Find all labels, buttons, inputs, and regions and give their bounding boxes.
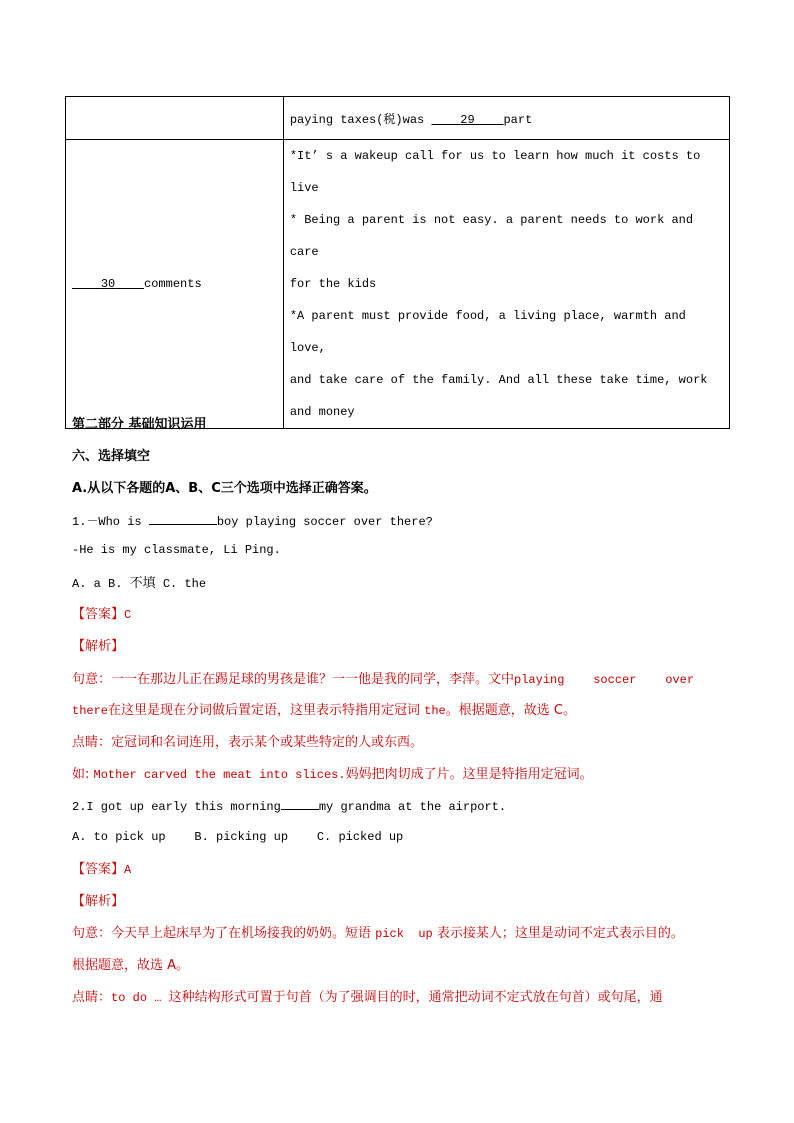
- comment-line: *A parent must provide food, a living place, warmth and love,: [289, 309, 686, 355]
- part2-title: 第二部分 基础知识运用: [72, 417, 207, 432]
- q2-explain-1: 句意：今天早上起床早为了在机场接我的奶奶。短语 pick up 表示接某人；这里是动词不定式表示目的。: [72, 926, 684, 941]
- comment-line: * Being a parent is not easy. a parent needs to work and care: [289, 213, 694, 259]
- q1-tip: 点睛：定冠词和名词连用，表示某个或某些特定的人或东西。: [72, 735, 424, 750]
- q1-answer: 【答案】C: [72, 607, 132, 622]
- q1-explain-1: 句意：一一在那边儿正在踢足球的男孩是谁？一一他是我的同学，李萍。文中playing soccer over: [72, 672, 695, 687]
- q2-tip: 点睛：to do … 这种结构形式可置于句首（为了强调目的时，通常把动词不定式放在句首）或句尾，通: [72, 990, 663, 1005]
- comment-line: for the kids: [289, 277, 377, 291]
- table-cell-empty: [66, 97, 284, 140]
- comments-text: comments: [144, 277, 202, 291]
- q2-blank: [281, 797, 319, 810]
- q2-options: A. to pick up B. picking up C. picked up: [72, 830, 404, 844]
- section6-title: 六、选择填空: [72, 449, 151, 464]
- table-cell-comments: [66, 140, 284, 429]
- q1-analysis-label: 【解析】: [72, 639, 125, 654]
- q1-example: 如: Mother carved the meat into slices.妈妈把肉切成了片。这里是特指用定冠词。: [72, 767, 593, 782]
- table-row: [66, 97, 730, 140]
- info-table: [65, 96, 730, 429]
- comment-line: and take care of the family. And all these take time, work: [289, 373, 708, 387]
- sectionA-title: A.从以下各题的A、B、C三个选项中选择正确答案。: [72, 481, 377, 496]
- q1-explain-2: there在这里是现在分词做后置定语，这里表示特指用定冠词 the。根据题意，故选 C。: [72, 703, 576, 718]
- blank-30: 30: [100, 277, 116, 291]
- table-row: [66, 140, 730, 429]
- table-cell-comment-list: [283, 140, 729, 429]
- q1-question: 1.－Who is boy playing soccer over there?: [72, 512, 433, 529]
- q1-blank: [149, 512, 217, 525]
- q1-reply: -He is my classmate, Li Ping.: [72, 543, 281, 557]
- part-text: part: [503, 112, 533, 127]
- q1-options: A. a B. 不填 C. the: [72, 576, 207, 591]
- q2-explain-2: 根据题意，故选 A。: [72, 958, 190, 973]
- comment-line: and money: [289, 405, 355, 419]
- table-cell-taxes: [283, 97, 729, 140]
- blank-29: 29: [460, 112, 475, 127]
- taxes-text: paying taxes(税)was: [289, 112, 432, 127]
- q2-question: 2.I got up early this morning my grandma at the airport.: [72, 797, 506, 814]
- comment-line: *It’ s a wakeup call for us to learn how much it costs to: [289, 149, 701, 163]
- q2-analysis-label: 【解析】: [72, 894, 125, 909]
- comment-line: live: [289, 181, 319, 195]
- q2-answer: 【答案】A: [72, 862, 132, 877]
